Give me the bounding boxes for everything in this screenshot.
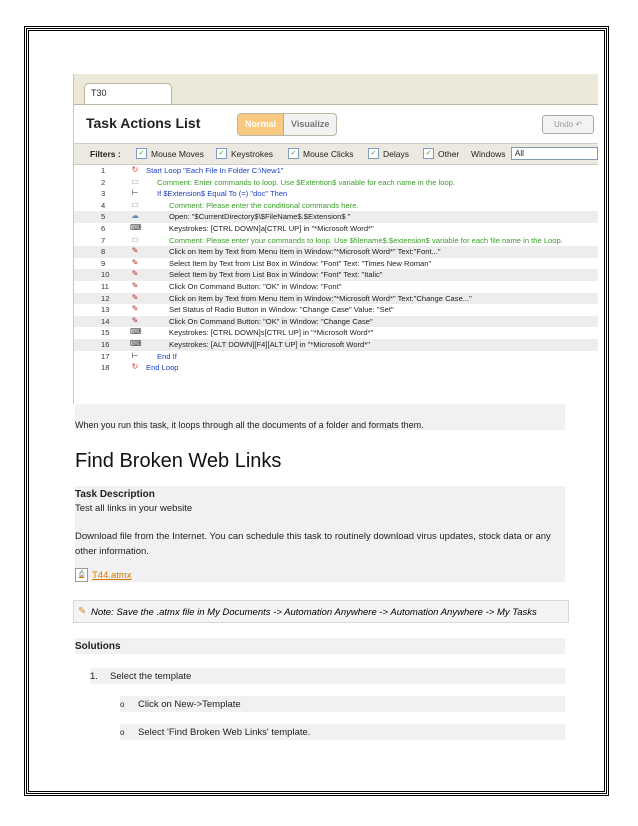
line-number: 12	[101, 293, 110, 303]
condition-icon: ⊢	[131, 188, 139, 198]
action-text: Keystrokes: [ALT DOWN][F4][ALT UP] in "*Microsoft Word*"	[169, 339, 370, 349]
comment-icon: ▭	[131, 234, 139, 244]
action-row[interactable]	[74, 177, 598, 189]
action-text: Click On Command Button: "OK" in Window: "Change Case"	[169, 316, 373, 326]
line-number: 1	[101, 166, 106, 175]
windows-label: Windows	[471, 149, 506, 159]
task-actions-panel	[74, 104, 598, 404]
list-item	[90, 671, 191, 682]
action-row[interactable]	[74, 339, 598, 351]
solutions-band	[75, 638, 565, 654]
undo-label: Undo	[553, 120, 574, 129]
section-heading: Find Broken Web Links	[75, 450, 282, 472]
action-row[interactable]	[74, 316, 598, 328]
action-text: Start Loop "Each File In Folder C:\New1"	[146, 166, 284, 175]
open-file-icon: ☁	[131, 211, 139, 221]
action-text: End Loop	[146, 363, 179, 373]
attachment-filename: T44.atmx	[92, 569, 132, 581]
pencil-icon: ✎	[78, 606, 87, 617]
checkbox-checked-icon[interactable]: ✓	[136, 148, 147, 159]
comment-icon: ▭	[131, 176, 139, 186]
keyboard-icon: ⌨	[130, 327, 142, 337]
file-icon: ⎙	[75, 568, 88, 582]
action-text: Select Item by Text from List Box in Window: "Font" Text: "Italic"	[169, 270, 383, 280]
object-cloning-icon: ✎	[131, 246, 139, 256]
action-row[interactable]	[74, 362, 598, 374]
tab-bar	[74, 74, 598, 104]
action-text: Comment: Enter commands to loop. Use $Extention$ variable for each name in the loop.	[157, 177, 456, 187]
loop-icon: ↻	[131, 362, 139, 372]
action-row[interactable]	[74, 269, 598, 281]
line-number: 2	[101, 177, 106, 187]
filter-keystrokes[interactable]	[216, 148, 273, 159]
line-number: 18	[101, 363, 110, 373]
task-actions-title: Task Actions List	[86, 115, 201, 131]
action-text: Click on Item by Text from Menu Item in Window:"*Microsoft Word*" Text:"Change Case..."	[169, 293, 472, 303]
line-number: 5	[101, 212, 106, 222]
line-number: 9	[101, 258, 106, 268]
list-text: Select 'Find Broken Web Links' template.	[138, 727, 311, 738]
bullet: o	[120, 700, 125, 709]
line-number: 8	[101, 247, 106, 257]
filters-bar	[74, 143, 598, 165]
task-description: Test all links in your website	[75, 503, 193, 514]
action-row[interactable]	[74, 211, 598, 223]
action-text: If $Extension$ Equal To (=) "doc" Then	[157, 189, 288, 199]
line-number: 16	[101, 339, 110, 349]
object-cloning-icon: ✎	[131, 257, 139, 267]
undo-icon: ↶	[575, 120, 583, 129]
checkbox-checked-icon[interactable]: ✓	[423, 148, 434, 159]
list-text: Select the template	[110, 671, 192, 682]
line-number: 11	[101, 281, 109, 291]
filter-delays[interactable]	[368, 148, 409, 159]
list-text: Click on New->Template	[138, 699, 241, 710]
action-row[interactable]	[74, 351, 598, 363]
line-number: 6	[101, 223, 106, 233]
action-text: Select Item by Text from List Box in Window: "Font" Text: "Times New Roman"	[169, 258, 432, 268]
action-row[interactable]	[74, 223, 598, 235]
normal-mode-button[interactable]: Normal	[238, 114, 284, 135]
action-row[interactable]	[74, 304, 598, 316]
view-mode-toggle	[237, 113, 337, 136]
task-actions-screenshot	[73, 74, 598, 404]
action-text: End If	[157, 351, 177, 361]
bullet: o	[120, 728, 125, 737]
object-cloning-icon: ✎	[131, 315, 139, 325]
filter-label: Keystrokes	[231, 148, 274, 159]
action-text: Click On Command Button: "OK" in Window: "Font"	[169, 281, 342, 291]
condition-icon: ⊢	[131, 350, 139, 360]
note-box	[73, 600, 569, 623]
task-description-label: Task Description	[75, 489, 155, 500]
line-number: 10	[101, 270, 110, 280]
action-text: Open: "$CurrentDirectory$\$FileName$.$Extension$ "	[169, 212, 351, 222]
screenshot-caption: When you run this task, it loops through all the documents of a folder and formats them.	[75, 420, 424, 430]
object-cloning-icon: ✎	[131, 280, 139, 290]
filter-label: Mouse Clicks	[303, 148, 354, 159]
action-row[interactable]	[74, 327, 598, 339]
action-text: Click on Item by Text from Menu Item in Window:"*Microsoft Word*" Text:"Font..."	[169, 247, 441, 257]
note-text: Note: Save the .atmx file in My Documents -> Automation Anywhere -> Automation Anywhere -> My Tasks	[91, 607, 537, 618]
action-row[interactable]	[74, 165, 598, 177]
action-row[interactable]	[74, 293, 598, 305]
solutions-label: Solutions	[75, 641, 121, 652]
line-number: 7	[101, 235, 106, 245]
action-text: Comment: Please enter your commands to loop. Use $filename$.$extension$ variable for each file name in the Loop.	[169, 235, 563, 245]
line-number: 17	[101, 351, 110, 361]
filter-other[interactable]	[423, 148, 459, 159]
action-row[interactable]	[74, 200, 598, 212]
visualize-mode-button[interactable]: Visualize	[291, 119, 330, 129]
sub-list-item	[120, 727, 310, 738]
comment-icon: ▭	[131, 199, 139, 209]
list-number: 1.	[90, 671, 98, 682]
filter-label: Mouse Moves	[151, 148, 204, 159]
action-row[interactable]	[74, 188, 598, 200]
action-text: Set Status of Radio Button in Window: "Change Case" Value: "Set"	[169, 305, 394, 315]
line-number: 3	[101, 189, 106, 199]
action-text: Keystrokes: [CTRL DOWN]s[CTRL UP] in "*Microsoft Word*"	[169, 328, 374, 338]
actions-list	[74, 165, 598, 374]
line-number: 15	[101, 328, 110, 338]
line-number: 14	[101, 316, 110, 326]
action-text: Keystrokes: [CTRL DOWN]a[CTRL UP] in "*Microsoft Word*"	[169, 223, 374, 233]
download-description: Download file from the Internet. You can schedule this task to routinely download virus updates, stock data or any other information.	[75, 531, 551, 557]
action-row[interactable]	[74, 281, 598, 293]
windows-select[interactable]: All	[511, 147, 598, 160]
filter-label: Other	[438, 148, 460, 159]
filter-mouse-clicks[interactable]	[288, 148, 354, 159]
action-row[interactable]	[74, 235, 598, 247]
filter-mouse-moves[interactable]	[136, 148, 204, 159]
attachment-link[interactable]	[75, 568, 132, 582]
object-cloning-icon: ✎	[131, 304, 139, 314]
action-row[interactable]	[74, 258, 598, 270]
filters-label: Filters :	[90, 149, 121, 159]
keyboard-icon: ⌨	[130, 222, 142, 232]
action-row[interactable]	[74, 246, 598, 258]
checkbox-checked-icon[interactable]: ✓	[368, 148, 379, 159]
filter-label: Delays	[383, 148, 409, 159]
tab-t30[interactable]: T30	[84, 83, 172, 105]
object-cloning-icon: ✎	[131, 292, 139, 302]
action-text: Comment: Please enter the conditional commands here.	[169, 200, 359, 210]
undo-button[interactable]	[542, 115, 594, 134]
line-number: 13	[101, 305, 110, 315]
object-cloning-icon: ✎	[131, 269, 139, 279]
sub-list-item	[120, 699, 241, 710]
checkbox-checked-icon[interactable]: ✓	[216, 148, 227, 159]
keyboard-icon: ⌨	[130, 338, 142, 348]
checkbox-checked-icon[interactable]: ✓	[288, 148, 299, 159]
line-number: 4	[101, 200, 106, 210]
loop-icon: ↻	[131, 165, 139, 174]
